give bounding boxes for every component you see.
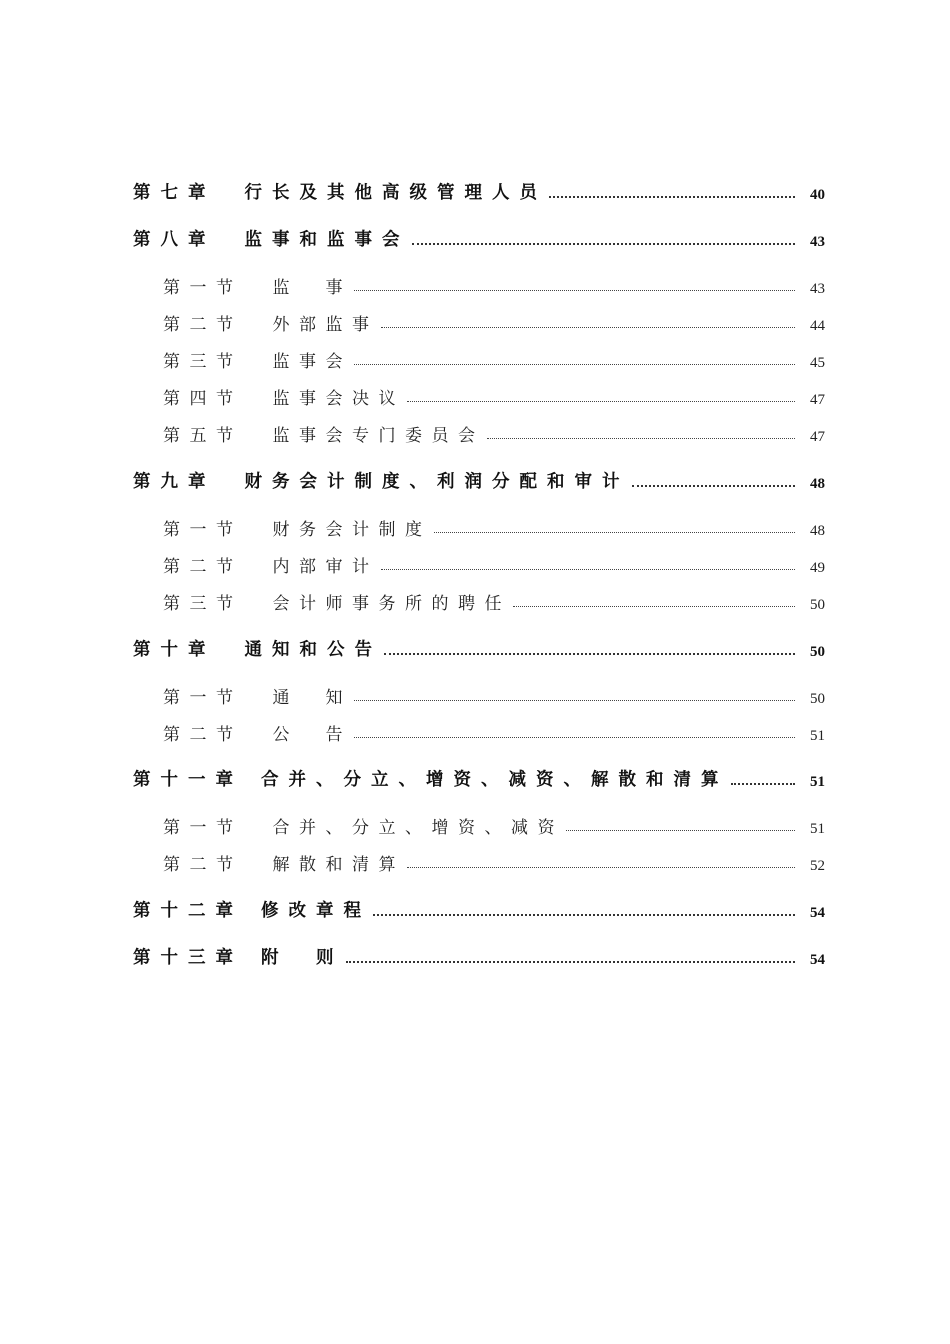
dot-leader [373,912,795,916]
toc-entry-label: 第七章 [133,183,216,203]
dot-leader [354,735,795,738]
dot-leader [549,194,795,198]
toc-entry-chapter-9[interactable] [133,467,825,493]
dot-leader [381,567,796,570]
dot-leader [412,241,796,245]
toc-entry-label: 第二节 [163,725,243,745]
dot-leader [407,865,795,868]
dot-leader [346,959,796,963]
toc-entry-page: 50 [810,644,825,660]
dot-leader [354,698,795,701]
toc-entry-label: 第十章 [133,640,216,660]
toc-entry-page: 50 [810,597,825,613]
toc-entry-section[interactable] [133,588,825,614]
toc-entry-title: 公 告 [272,725,352,745]
dot-leader [513,604,795,607]
toc-entry-title: 解散和清算 [272,855,405,875]
toc-entry-label: 第一节 [163,278,243,298]
toc-entry-page: 47 [810,392,825,408]
toc-entry-section[interactable] [133,719,825,745]
toc-entry-label: 第九章 [133,472,216,492]
toc-entry-section[interactable] [133,682,825,708]
toc-entry-page: 40 [810,187,825,203]
dot-leader [731,781,796,785]
toc-entry-page: 54 [810,905,825,921]
toc-entry-label: 第五节 [163,426,243,446]
toc-entry-label: 第四节 [163,389,243,409]
toc-entry-page: 43 [810,281,825,297]
toc-entry-label: 第二节 [163,557,243,577]
toc-entry-page: 52 [810,858,825,874]
toc-entry-label: 第三节 [163,594,243,614]
toc-entry-section[interactable] [133,514,825,540]
toc-entry-label: 第二节 [163,315,243,335]
toc-entry-chapter-7[interactable] [133,178,825,204]
toc-entry-section[interactable] [133,849,825,875]
toc-entry-section[interactable] [133,383,825,409]
toc-entry-section[interactable] [133,309,825,335]
toc-entry-label: 第三节 [163,352,243,372]
toc-entry-label: 第八章 [133,230,216,250]
toc-entry-page: 51 [810,821,825,837]
toc-entry-label: 第十一章 [133,770,243,790]
toc-entry-section[interactable] [133,346,825,372]
toc-entry-title: 监事和监事会 [244,230,410,250]
toc-entry-page: 51 [810,728,825,744]
toc-entry-title: 内部审计 [272,557,379,577]
toc-entry-title: 修改章程 [261,901,371,921]
dot-leader [566,828,795,831]
toc-entry-title: 通知和公告 [244,640,382,660]
toc-entry-title: 外部监事 [272,315,379,335]
toc-entry-label: 第十二章 [133,901,243,921]
toc-entry-chapter-12[interactable] [133,896,825,922]
dot-leader [381,325,796,328]
toc-entry-page: 43 [810,234,825,250]
toc-entry-title: 财务会计制度 [272,520,432,540]
toc-entry-page: 47 [810,429,825,445]
toc-entry-page: 48 [810,523,825,539]
dot-leader [354,288,795,291]
toc-entry-title: 财务会计制度、利润分配和审计 [244,472,630,492]
toc-entry-title: 会计师事务所的聘任 [272,594,511,614]
toc-entry-chapter-13[interactable] [133,943,825,969]
toc-entry-title: 通 知 [272,688,352,708]
toc-entry-title: 监事会 [272,352,352,372]
toc-entry-title: 合并、分立、增资、减资 [272,818,564,838]
toc-entry-title: 监事会专门委员会 [272,426,485,446]
toc-entry-page: 54 [810,952,825,968]
toc-entry-title: 合并、分立、增资、减资、解散和清算 [261,770,729,790]
toc-entry-label: 第一节 [163,520,243,540]
toc-entry-label: 第一节 [163,818,243,838]
dot-leader [487,436,796,439]
toc-entry-title: 监事会决议 [272,389,405,409]
toc-entry-page: 44 [810,318,825,334]
toc-entry-chapter-10[interactable] [133,635,825,661]
toc-entry-page: 48 [810,476,825,492]
toc-entry-label: 第一节 [163,688,243,708]
dot-leader [354,362,795,365]
toc-entry-chapter-8[interactable] [133,225,825,251]
toc-entry-title: 附 则 [261,948,344,968]
toc-entry-section[interactable] [133,272,825,298]
toc-entry-label: 第十三章 [133,948,243,968]
toc-entry-section[interactable] [133,551,825,577]
toc-entry-section[interactable] [133,812,825,838]
toc-entry-page: 45 [810,355,825,371]
toc-entry-title: 行长及其他高级管理人员 [244,183,547,203]
toc-entry-page: 51 [810,774,825,790]
toc-entry-page: 49 [810,560,825,576]
dot-leader [407,399,795,402]
toc-entry-title: 监 事 [272,278,352,298]
toc-entry-page: 50 [810,691,825,707]
dot-leader [384,651,795,655]
toc-entry-label: 第二节 [163,855,243,875]
toc-entry-chapter-11[interactable] [133,765,825,791]
dot-leader [632,483,796,487]
dot-leader [434,530,796,533]
toc-entry-section[interactable] [133,420,825,446]
